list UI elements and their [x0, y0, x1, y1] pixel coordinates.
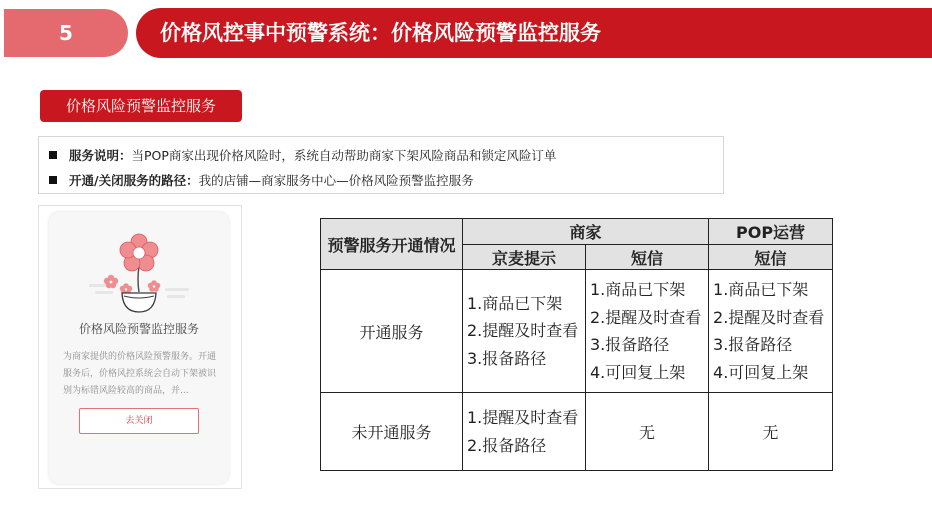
- closed-merchant-sms-cell: 无: [586, 393, 709, 471]
- closed-pop-sms-cell: 无: [709, 393, 833, 471]
- list-item: 4.可回复上架: [713, 362, 809, 382]
- section-tag: 价格风险预警监控服务: [40, 90, 242, 122]
- list-item: 3.报备路径: [590, 335, 670, 354]
- table-corner-header: 预警服务开通情况: [321, 219, 463, 270]
- merchant-group-header: 商家: [463, 219, 709, 245]
- header-bar: [136, 8, 932, 58]
- list-item: 2.报备路径: [467, 435, 547, 455]
- list-item: 4.可回复上架: [590, 362, 686, 382]
- service-status-table: [320, 218, 833, 471]
- service-path-line: [49, 171, 474, 189]
- service-path-text: 我的店铺—商家服务中心—价格风险预警监控服务: [198, 173, 474, 188]
- list-item: 2.提醒及时查看: [590, 307, 702, 327]
- service-description-line: [49, 146, 556, 164]
- card-title: 价格风险预警监控服务: [78, 322, 199, 336]
- service-description-text: 当POP商家出现价格风险时，系统自动帮助商家下架风险商品和锁定风险订单: [131, 148, 557, 163]
- pop-sms-column-header: 短信: [709, 245, 833, 270]
- open-merchant-sms-cell: [586, 270, 709, 393]
- row-label-closed: 未开通服务: [321, 393, 463, 471]
- flower-bowl-icon: [89, 230, 189, 320]
- service-path-label: 开通/关闭服务的路径：: [69, 173, 199, 188]
- row-label-open: 开通服务: [321, 270, 463, 393]
- square-bullet-icon: [49, 151, 57, 159]
- close-service-button[interactable]: 去关闭: [79, 408, 199, 434]
- list-item: 1.商品已下架: [590, 280, 686, 299]
- list-item: 2.提醒及时查看: [467, 321, 579, 341]
- pop-group-header: POP运营: [709, 219, 833, 245]
- list-item: 3.报备路径: [467, 348, 547, 368]
- page-title: 价格风控事中预警系统：价格风险预警监控服务: [160, 21, 601, 45]
- table-row: [321, 270, 833, 393]
- list-item: 2.提醒及时查看: [713, 307, 825, 327]
- list-item: 1.商品已下架: [467, 293, 563, 313]
- service-info-box: [38, 136, 724, 194]
- list-item: 3.报备路径: [713, 335, 793, 354]
- service-card: [49, 212, 229, 484]
- service-description-label: 服务说明：: [69, 148, 132, 163]
- table-row: [321, 393, 833, 471]
- phone-screenshot-frame: [38, 205, 242, 489]
- open-pop-sms-cell: [709, 270, 833, 393]
- closed-jingmai-cell: [463, 393, 586, 471]
- list-item: 1.商品已下架: [713, 280, 809, 299]
- list-item: 1.提醒及时查看: [467, 408, 579, 427]
- jingmai-column-header: 京麦提示: [463, 245, 586, 270]
- merchant-sms-column-header: 短信: [586, 245, 709, 270]
- section-number-badge: 5: [4, 9, 128, 57]
- square-bullet-icon: [49, 176, 57, 184]
- card-description: 为商家提供的价格风险预警服务。开通服务后，价格风控系统会自动下架被识别为标错风险较高的商品，并...: [63, 352, 217, 396]
- open-jingmai-cell: [463, 270, 586, 393]
